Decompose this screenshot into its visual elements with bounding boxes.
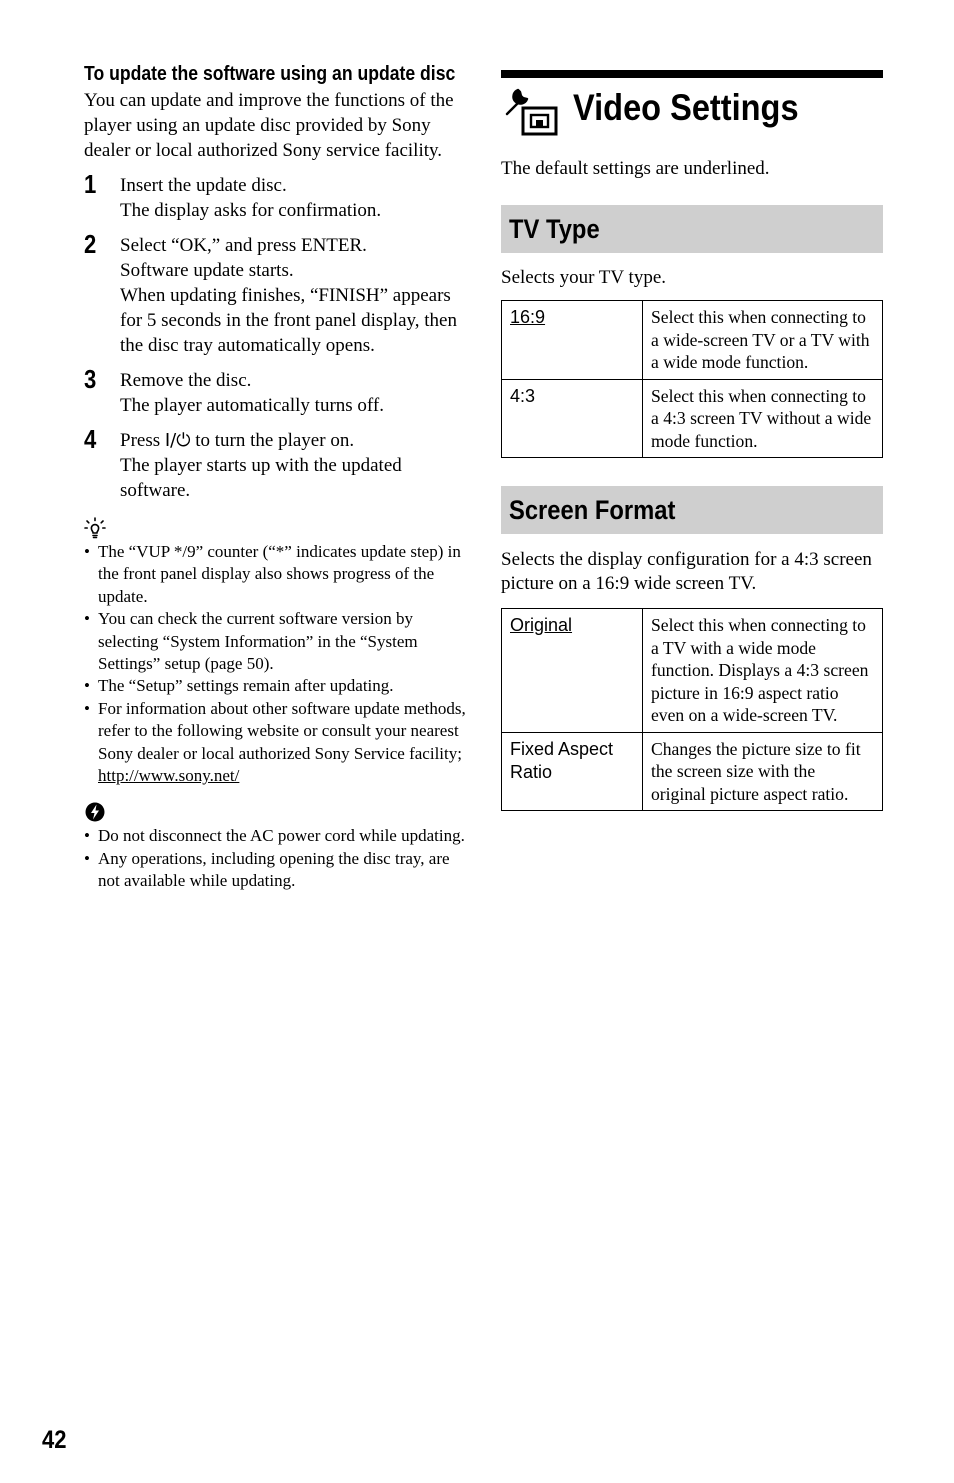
step-text: Insert the update disc. [120,175,287,196]
lightbulb-icon [84,517,466,539]
screen-format-options [501,608,883,811]
note-item: • Do not disconnect the AC power cord while updating. [84,825,466,847]
update-intro: You can update and improve the functions of the player using an update disc provided by Sony dealer or local authorized Sony service facility. [84,90,454,161]
power-icon: I/⏻ [164,430,191,451]
video-settings-icon [501,84,561,141]
title-rule [501,70,883,78]
step-subtext: When updating finishes, “FINISH” appears for 5 seconds in the front panel display, then the disc tray automatically opens. [120,285,457,356]
sony-link[interactable]: http://www.sony.net/ [98,766,240,786]
tip-item [84,698,466,788]
step-text-after: to turn the player on. [195,430,355,451]
step-2 [84,229,466,358]
section-title: Screen Format [509,495,676,525]
tips-list [84,541,466,787]
left-column [84,60,466,893]
section-description: Selects your TV type. [501,267,666,288]
section-header-screen-format [501,486,883,534]
update-heading: To update the software using an update disc [84,63,456,85]
option-name-cell [502,609,643,733]
step-subtext: The player starts up with the updated software. [120,455,402,501]
section-title: TV Type [509,214,600,244]
section-header-tv-type [501,205,883,253]
default-note: The default settings are underlined. [501,158,770,179]
tip-text: For information about other software update methods, refer to the following website or consult your nearest Sony dealer or local authorized Sony Service facility; [98,698,466,763]
step-3 [84,364,466,418]
option-description: Changes the picture size to fit the screen size with the original picture aspect ratio. [643,732,883,811]
tip-item: • The “VUP */9” counter (“*” indicates update step) in the front panel display also shows progress of the update. [84,541,466,608]
option-name[interactable]: Fixed Aspect Ratio [510,738,614,782]
step-4 [84,424,466,503]
page-number: 42 [42,1426,67,1454]
step-number: 2 [84,229,97,259]
table-row [502,609,883,733]
step-number: 4 [84,424,97,454]
option-name[interactable]: 16:9 [510,307,546,327]
step-1 [84,169,466,223]
option-name[interactable]: 4:3 [510,385,536,406]
table-row [502,301,883,380]
step-text: Select “OK,” and press ENTER. [120,235,367,256]
tip-item: • The “Setup” settings remain after updating. [84,675,466,697]
option-description: Select this when connecting to a 4:3 screen TV without a wide mode function. [643,379,883,458]
page-title: Video Settings [573,87,799,128]
step-number: 3 [84,364,97,394]
option-name[interactable]: Original [510,615,573,635]
section-description: Selects the display configuration for a 4:3 screen picture on a 16:9 wide screen TV. [501,549,872,594]
step-number: 1 [84,169,97,199]
notes-list [84,825,466,892]
right-column [501,70,883,811]
option-name-cell [502,301,643,380]
option-name-cell [502,732,643,811]
caution-icon [84,801,466,823]
table-row [502,732,883,811]
step-text-before: Press [120,430,161,451]
step-text [120,428,466,453]
note-item: • Any operations, including opening the disc tray, are not available while updating. [84,848,466,893]
title-row [501,78,883,142]
tip-item: • You can check the current software version by selecting “System Information” in the “System Settings” setup (page 50). [84,608,466,675]
table-row [502,379,883,458]
option-description: Select this when connecting to a TV with a wide mode function. Displays a 4:3 screen picture in 16:9 aspect ratio even on a wide-screen TV. [643,609,883,733]
option-description: Select this when connecting to a wide-screen TV or a TV with a wide mode function. [643,301,883,380]
tv-type-options [501,300,883,458]
step-subtext: Software update starts. [120,260,294,281]
step-text: Remove the disc. [120,370,252,391]
step-subtext: The display asks for confirmation. [120,200,382,221]
option-name-cell [502,379,643,458]
update-steps [84,169,466,503]
step-subtext: The player automatically turns off. [120,395,384,416]
